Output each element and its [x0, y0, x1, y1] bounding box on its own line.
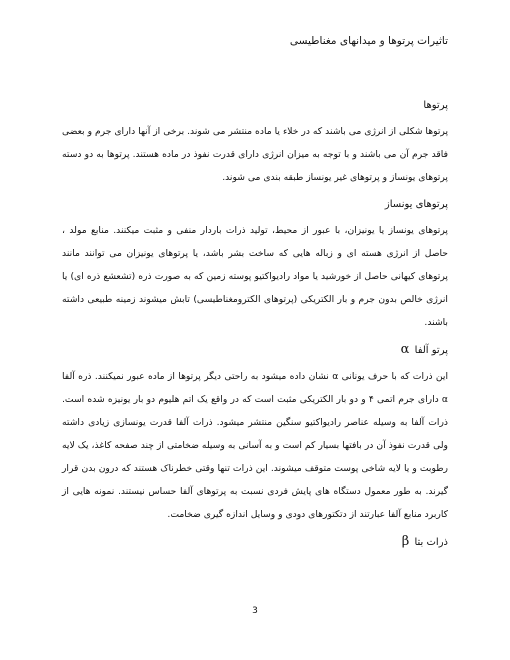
page-content: [62, 99, 448, 550]
running-header: تاثیرات پرتوها و میدانهای مغناطیسی: [289, 35, 448, 47]
alpha-symbol: α: [400, 342, 410, 357]
section-heading-radiation: پرتوها: [423, 100, 448, 111]
beta-symbol: β: [401, 534, 410, 549]
section-heading-ionizing: پرتوهای یونساز: [384, 199, 448, 210]
page-number: 3: [252, 606, 258, 616]
paragraph-alpha: این ذرات که با حرف یونانی α نشان داده میشود به راحتی دیگر پرتوها از ماده عبور نمیکنند. ذره آلفا α دارای جرم اتمی ۴ و دو بار الکتریکی مثبت است که در واقع یک اتم هلیوم دو بار یونیزه شده است. ذرات آلفا به وسیله عناصر رادیواکتیو سنگین منتشر میشود. ذرات آلفا قدرت یونسازی زیادی داشته ولی قدرت نفوذ آن در بافتها بسیار کم است و به آسانی به وسیله ضخامتی از چند صفحه کاغذ، یک لایه رطوبت و یا لایه شاخی پوست متوقف میشوند. این ذرات تنها وقتی خطرناک هستند که درون بدن قرار گیرند. به طور معمول دستگاه های پایش فردی نسبت به پرتوهای آلفا حساس نیستند. نمونه هایی از کاربرد منابع آلفا عبارتند از دتکتورهای دودی و وسایل اندازه گیری ضخامت.: [62, 371, 448, 520]
section-heading-alpha: [62, 343, 448, 358]
section-heading-beta: [62, 535, 448, 550]
section-heading-beta-text: ذرات بتا: [414, 537, 448, 548]
section-heading-alpha-text: پرتو آلفا: [414, 345, 448, 356]
paragraph-radiation: پرتوها شکلی از انرژی می باشند که در خلاء یا ماده منتشر می شوند. برخی از آنها دارای جرم و بعضی فاقد جرم آن می باشند و با توجه به میزان انرژی دارای قدرت نفوذ در ماده هستند. پرتوها به دو دسته پرتوهای یونساز و پرتوهای غیر یونساز طبقه بندی می شوند.: [62, 126, 448, 183]
paragraph-ionizing: پرتوهای یونساز یا یونیزان، با عبور از محیط، تولید ذرات باردار منفی و مثبت میکنند. منابع مولد ، حاصل از انرژی هسته ای و زباله هایی که ساخت بشر باشد، یا پرتوهای یونیزان می توانند مانند پرتوهای کیهانی حاصل از خورشید یا مواد رادیواکتیو پوسته زمین که به صورت ذره (تشعشع ذره ای) یا انرژی خالص بدون جرم و بار الکتریکی (پرتوهای الکترومغناطیسی) تابش میشوند زمینه طبیعی داشته باشند.: [62, 225, 448, 328]
